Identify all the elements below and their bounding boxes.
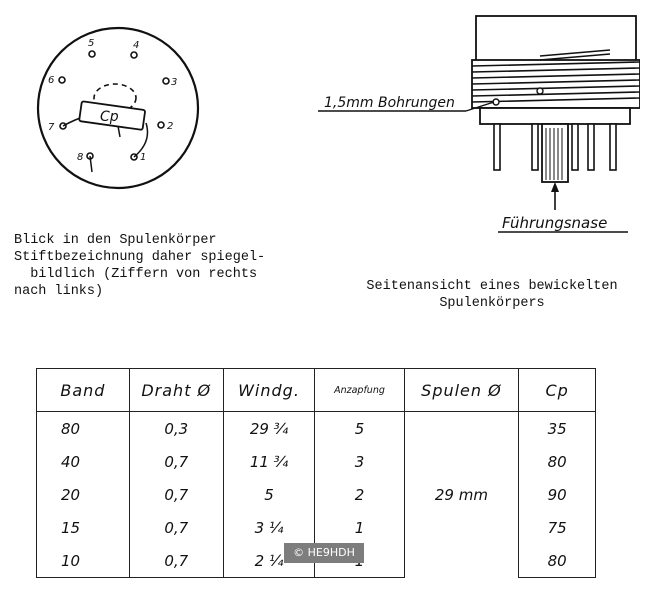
pin-4: [131, 52, 137, 58]
side-pin: [610, 124, 616, 170]
coil-former-top-view: [30, 22, 230, 202]
cell-band: 10: [37, 544, 130, 578]
pin-label-1: 1: [140, 152, 147, 163]
pin-label-5: 5: [88, 38, 95, 49]
cell-cp: 80: [519, 544, 596, 578]
pin-label-3: 3: [171, 77, 178, 88]
caption-left-line: bildlich (Ziffern von rechts: [14, 267, 258, 282]
cell-anzapfung: 2: [315, 478, 404, 511]
cell-spulen: 29 mm: [404, 412, 519, 578]
header-band: Band: [37, 369, 130, 412]
cell-band: 20: [37, 478, 130, 511]
header-anzapfung: Anzapfung: [315, 369, 404, 412]
side-pin: [572, 124, 578, 170]
cell-anzapfung: 3: [315, 445, 404, 478]
side-pin: [588, 124, 594, 170]
guide-label: Führungsnase: [502, 214, 608, 232]
side-pin: [494, 124, 500, 170]
cell-cp: 90: [519, 478, 596, 511]
side-pin: [532, 124, 538, 170]
caption-left-line: Stiftbezeichnung daher spiegel-: [14, 250, 266, 265]
cell-cp: 80: [519, 445, 596, 478]
table-row: [37, 412, 596, 446]
cell-band: 15: [37, 511, 130, 544]
copyright-watermark: © HE9HDH: [284, 543, 364, 563]
cell-cp: 75: [519, 511, 596, 544]
cell-draht: 0,7: [129, 478, 223, 511]
pin-label-6: 6: [48, 75, 55, 86]
cell-windungen: 3 ¼: [223, 511, 315, 544]
pin-5: [89, 51, 95, 57]
caption-right: [352, 278, 632, 312]
cell-draht: 0,7: [129, 445, 223, 478]
cell-draht: 0,3: [129, 412, 223, 446]
cell-anzapfung: 5: [315, 412, 404, 446]
cell-draht: 0,7: [129, 544, 223, 578]
guide-arrow-head: [551, 182, 559, 192]
former-base: [480, 108, 630, 124]
header-draht: Draht Ø: [129, 369, 223, 412]
bore-hole-2: [537, 88, 543, 94]
pin-2: [158, 122, 164, 128]
header-windungen: Windg.: [223, 369, 315, 412]
pin-3: [163, 78, 169, 84]
cell-windungen: 29 ¾: [223, 412, 315, 446]
cell-windungen: 11 ¾: [223, 445, 315, 478]
header-cp: Cp: [519, 369, 596, 412]
cell-band: 40: [37, 445, 130, 478]
cell-draht: 0,7: [129, 511, 223, 544]
pin-label-7: 7: [48, 122, 55, 133]
pin-label-4: 4: [133, 40, 140, 51]
header-spulen: Spulen Ø: [404, 369, 519, 412]
pin-label-2: 2: [167, 121, 174, 132]
table-header-row: [37, 369, 596, 412]
caption-right-line: Spulenkörpers: [439, 296, 545, 311]
pin-label-8: 8: [77, 152, 84, 163]
coil-former-side-view: [310, 10, 640, 240]
cell-cp: 35: [519, 412, 596, 446]
caption-left-line: Blick in den Spulenkörper: [14, 233, 217, 248]
cell-windungen: 5: [223, 478, 315, 511]
caption-right-line: Seitenansicht eines bewickelten: [366, 279, 618, 294]
cell-anzapfung: 1: [315, 511, 404, 544]
pin-6: [59, 77, 65, 83]
cell-windungen: 2 ¼: [223, 544, 315, 578]
capacitor-label: Cp: [100, 109, 119, 125]
capacitor-lead-left: [63, 118, 80, 126]
bore-label: 1,5mm Bohrungen: [324, 95, 455, 111]
cell-band: 80: [37, 412, 130, 446]
caption-left-line: nach links): [14, 284, 104, 299]
caption-left: [14, 232, 314, 300]
